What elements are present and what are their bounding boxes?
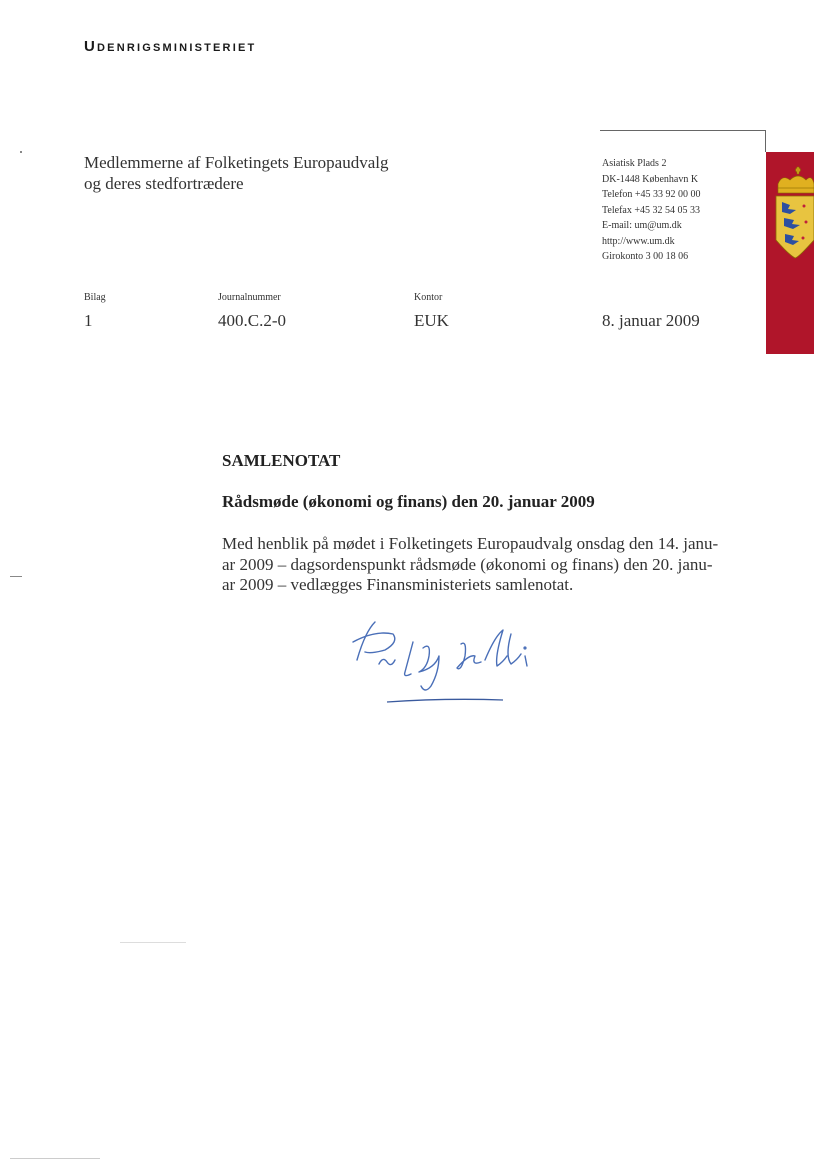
document-title: SAMLENOTAT xyxy=(222,451,341,470)
address-email: E-mail: um@um.dk xyxy=(602,220,682,231)
body-line: ar 2009 – vedlægges Finansministeriets samlenotat. xyxy=(222,575,574,594)
address-divider-vertical xyxy=(765,130,766,152)
address-fax: Telefax +45 32 54 05 33 xyxy=(602,204,700,216)
document-subtitle: Rådsmøde (økonomi og finans) den 20. januar 2009 xyxy=(222,492,595,511)
recipient-line: Medlemmerne af Folketingets Europaudvalg xyxy=(84,153,389,172)
kontor-value: EUK xyxy=(414,311,449,330)
body-line: Med henblik på mødet i Folketingets Europaudvalg onsdag den 14. janu- xyxy=(222,534,719,553)
ministry-name: Udenrigsministeriet xyxy=(84,38,257,55)
scan-speck xyxy=(120,942,186,943)
journal-label: Journalnummer xyxy=(218,292,281,303)
recipient-block xyxy=(84,152,389,194)
scan-speck xyxy=(10,1158,100,1159)
scan-speck xyxy=(20,151,22,153)
bilag-label: Bilag xyxy=(84,292,106,303)
kontor-label: Kontor xyxy=(414,292,443,303)
address-divider xyxy=(600,130,766,131)
coat-of-arms-icon xyxy=(768,166,814,260)
handwritten-signature xyxy=(335,612,555,712)
document-date: 8. januar 2009 xyxy=(602,311,700,330)
address-street: Asiatisk Plads 2 xyxy=(602,158,667,169)
journal-value: 400.C.2-0 xyxy=(218,311,286,330)
scan-speck xyxy=(10,576,22,577)
address-phone: Telefon +45 33 92 00 00 xyxy=(602,189,701,200)
bilag-value: 1 xyxy=(84,311,93,330)
address-postal: DK-1448 København K xyxy=(602,173,699,185)
address-block xyxy=(602,156,701,265)
body-paragraph xyxy=(222,534,742,596)
body-line: ar 2009 – dagsordenspunkt rådsmøde (økonomi og finans) den 20. janu- xyxy=(222,554,713,574)
address-giro: Girokonto 3 00 18 06 xyxy=(602,251,689,262)
recipient-line: og deres stedfortrædere xyxy=(84,174,244,193)
address-website: http://www.um.dk xyxy=(602,235,675,247)
